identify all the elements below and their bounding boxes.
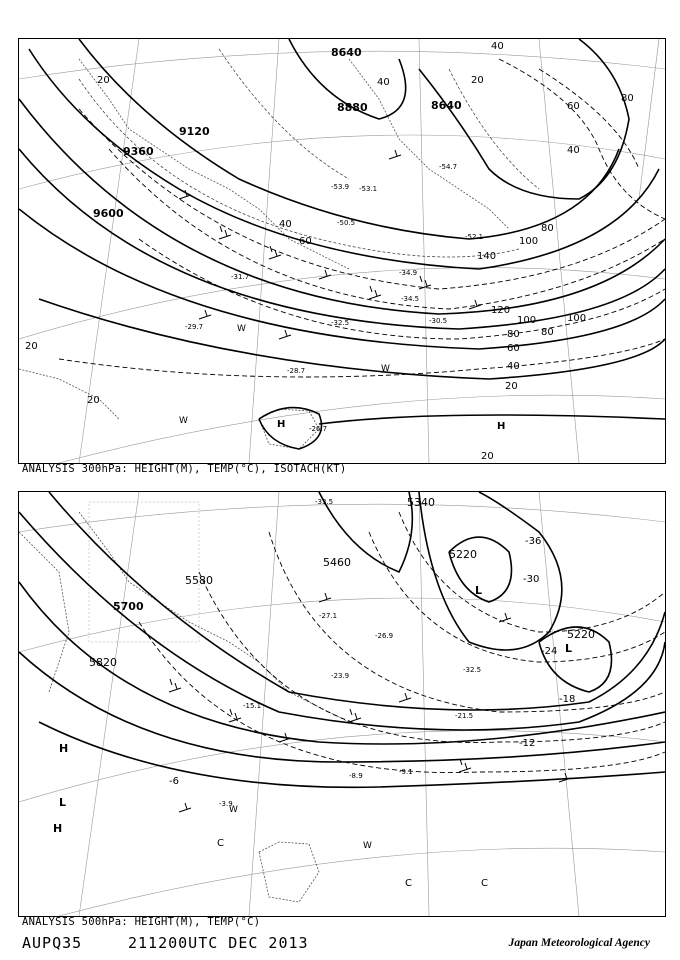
station-value: -9.1	[399, 768, 413, 776]
temp-label: -30	[523, 574, 540, 585]
isotach-label: 20	[87, 395, 100, 406]
wind-marker: W	[179, 416, 188, 426]
temp-label: -28.7	[287, 367, 306, 375]
isotach-label: 40	[279, 219, 292, 230]
station-value: -8.9	[349, 772, 363, 780]
isotach-label: 40	[377, 77, 390, 88]
cold-markers	[217, 838, 488, 889]
height-label: 9120	[179, 125, 210, 138]
agency-name: Japan Meteorological Agency	[508, 937, 650, 949]
isotach-label: 20	[97, 75, 110, 86]
temp-label: -31.7	[231, 273, 250, 281]
temp-label: -6	[169, 776, 179, 787]
isotach-label: 80	[541, 327, 554, 338]
station-value: -32.5	[463, 666, 482, 674]
height-label: 8640	[431, 99, 462, 112]
wind-marker: W	[229, 805, 238, 815]
low-center: L	[475, 584, 483, 597]
isotach-label: 20	[481, 451, 494, 462]
isotach-label: 120	[491, 305, 511, 316]
height-label: 9600	[93, 207, 124, 220]
station-value: -33.5	[315, 498, 334, 506]
high-center: H	[497, 421, 506, 432]
isotach-label: 40	[491, 41, 504, 52]
caption-300hpa: ANALYSIS 300hPa: HEIGHT(M), TEMP(°C), ISOTACH(KT)	[22, 463, 347, 475]
temperature-labels	[185, 163, 483, 433]
station-value: -21.5	[455, 712, 474, 720]
isotach-label: 140	[477, 251, 497, 262]
low-center: L	[565, 642, 573, 655]
isotach-label: 20	[505, 381, 518, 392]
high-center: H	[59, 742, 69, 755]
map-500hpa	[18, 491, 666, 917]
isotach-label: 80	[621, 93, 634, 104]
product-code: AUPQ35	[22, 934, 83, 952]
temp-label: -50.5	[337, 219, 356, 227]
height-labels	[93, 46, 462, 220]
isotach-label: 20	[471, 75, 484, 86]
temp-label: -34.5	[401, 295, 420, 303]
height-label: 5220	[567, 628, 595, 641]
station-value: -26.9	[375, 632, 394, 640]
height-labels	[89, 496, 595, 669]
height-label: 5340	[407, 496, 435, 509]
isotach-label: 60	[507, 343, 520, 354]
temp-label: -54.7	[439, 163, 458, 171]
wind-marker: W	[363, 841, 372, 851]
map-300hpa-canvas	[19, 39, 665, 463]
temperature-labels	[169, 536, 575, 787]
cold-marker: C	[217, 838, 224, 849]
wind-marker: W	[237, 324, 246, 334]
temp-label: -53.9	[331, 183, 350, 191]
cold-marker: C	[405, 878, 412, 889]
temp-label: -53.1	[359, 185, 378, 193]
low-center: L	[59, 796, 67, 809]
height-label: 8640	[331, 46, 362, 59]
isotach-label: 60	[567, 101, 580, 112]
isotach-label: 80	[507, 329, 520, 340]
temp-label: -29.7	[185, 323, 204, 331]
isotach-label: 40	[507, 361, 520, 372]
temp-label: -18	[559, 694, 576, 705]
isotach-label: 60	[299, 236, 312, 247]
map-300hpa	[18, 38, 666, 464]
valid-time: 211200UTC DEC 2013	[128, 934, 309, 952]
high-center: H	[53, 822, 63, 835]
temp-label: -36	[525, 536, 542, 547]
temp-label: -26.7	[309, 425, 328, 433]
wind-marker: W	[381, 364, 390, 374]
wind-markers	[229, 805, 372, 851]
temperature-lines	[139, 512, 665, 773]
station-value: -23.9	[331, 672, 350, 680]
wind-barbs	[179, 150, 484, 339]
height-label: 5820	[89, 656, 117, 669]
height-label: 5580	[185, 574, 213, 587]
temp-label: -34.9	[399, 269, 418, 277]
temp-label: -24	[541, 646, 558, 657]
high-center: H	[277, 419, 286, 430]
height-label: 5220	[449, 548, 477, 561]
height-label: 8880	[337, 101, 368, 114]
coastline	[19, 512, 349, 902]
temp-label: -32.5	[331, 319, 350, 327]
cold-marker: C	[481, 878, 488, 889]
station-value: -27.1	[319, 612, 338, 620]
isotach-label: 40	[567, 145, 580, 156]
height-label: 5700	[113, 600, 144, 613]
height-label: 9360	[123, 145, 154, 158]
height-label: 5460	[323, 556, 351, 569]
isotach-labels	[25, 41, 634, 462]
isotach-label: 100	[517, 315, 537, 326]
map-500hpa-canvas	[19, 492, 665, 916]
isotach-label: 20	[25, 341, 38, 352]
temp-label: -52.1	[465, 233, 484, 241]
temp-label: -30.5	[429, 317, 448, 325]
station-value: -3.9	[219, 800, 233, 808]
temp-label: -12	[519, 738, 536, 749]
isotach-label: 100	[567, 313, 587, 324]
station-value: -15.1	[243, 702, 262, 710]
isotach-label: 100	[519, 236, 539, 247]
isotach-label: 80	[541, 223, 554, 234]
caption-500hpa: ANALYSIS 500hPa: HEIGHT(M), TEMP(°C)	[22, 916, 261, 928]
